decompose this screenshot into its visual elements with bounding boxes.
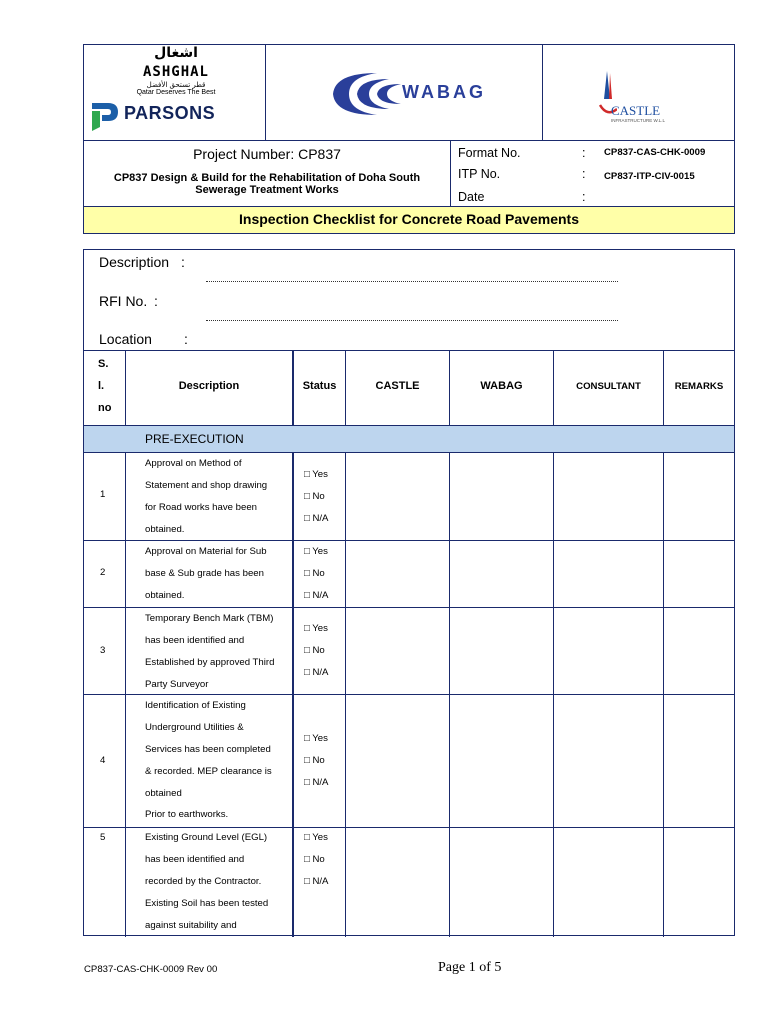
col-header-description: Description — [178, 380, 240, 392]
castle-wordmark: CASTLE — [611, 103, 661, 118]
date-label: Date — [458, 190, 485, 204]
row-description-line: Statement and shop drawing — [145, 480, 268, 491]
section-band — [84, 426, 734, 452]
row-description-line: obtained. — [145, 524, 185, 535]
row-number: 1 — [100, 489, 106, 500]
description-colon: : — [181, 254, 185, 270]
row-description-line: has been identified and — [145, 635, 245, 646]
itp-no-label: ITP No. — [458, 167, 501, 181]
itp-no-colon: : — [582, 167, 586, 181]
row-description-line: against suitability and — [145, 920, 237, 931]
row-number: 2 — [100, 567, 106, 578]
wabag-wordmark: WABAG — [402, 82, 486, 102]
status-option-no[interactable]: □ No — [304, 645, 325, 656]
status-option-na[interactable]: □ N/A — [304, 513, 329, 524]
row-description-line: obtained — [145, 788, 182, 799]
status-option-na[interactable]: □ N/A — [304, 590, 329, 601]
footer-page-number: Page 1 of 5 — [438, 960, 502, 975]
checklist-table — [83, 249, 735, 936]
col-header-remarks: REMARKS — [674, 381, 724, 392]
row-description-line: recorded by the Contractor. — [145, 876, 262, 887]
itp-no-value: CP837-ITP-CIV-0015 — [604, 171, 695, 182]
parsons-wordmark: PARSONS — [124, 103, 216, 123]
wabag-logo — [329, 69, 486, 124]
row-description-line: for Road works have been — [145, 502, 257, 513]
status-option-no[interactable]: □ No — [304, 854, 325, 865]
status-option-yes[interactable]: □ Yes — [304, 733, 328, 744]
row-description-line: Underground Utilities & — [145, 722, 244, 733]
checklist-title: Inspection Checklist for Concrete Road Pavements — [239, 211, 579, 227]
col-header-status: Status — [302, 380, 337, 392]
status-option-na[interactable]: □ N/A — [304, 876, 329, 887]
ashghal-logo-arabic-tagline: قطر تستحق الأفضل — [146, 81, 206, 89]
rfi-no-label: RFI No. — [99, 293, 148, 309]
col-header-wabag: WABAG — [480, 380, 523, 392]
col-header-consultant: CONSULTANT — [576, 381, 641, 392]
status-option-no[interactable]: □ No — [304, 491, 325, 502]
row-number: 3 — [100, 645, 106, 656]
col-header-castle: CASTLE — [375, 380, 420, 392]
castle-logo — [597, 69, 666, 126]
status-option-yes[interactable]: □ Yes — [304, 832, 328, 843]
row-description-line: Prior to earthworks. — [145, 809, 229, 820]
format-no-colon: : — [582, 146, 586, 160]
row-number: 4 — [100, 755, 106, 766]
location-label: Location — [99, 331, 152, 347]
project-title-line-1: CP837 Design & Build for the Rehabilitation of Doha South — [113, 172, 421, 184]
description-input-line[interactable] — [206, 281, 618, 282]
date-colon: : — [582, 190, 586, 204]
rfi-no-colon: : — [154, 293, 158, 309]
row-description-line: base & Sub grade has been — [145, 568, 264, 579]
status-option-na[interactable]: □ N/A — [304, 667, 329, 678]
row-description-line: Approval on Material for Sub — [145, 546, 267, 557]
status-option-yes[interactable]: □ Yes — [304, 546, 328, 557]
row-description-line: Temporary Bench Mark (TBM) — [145, 613, 274, 624]
row-description-line: has been identified and — [145, 854, 245, 865]
parsons-p-icon — [90, 97, 120, 131]
rfi-no-input-line[interactable] — [206, 320, 618, 321]
location-colon: : — [184, 331, 188, 347]
description-label: Description — [99, 254, 170, 270]
col-header-sl-3: no — [98, 402, 112, 414]
ashghal-logo-script: اشغال — [154, 45, 198, 61]
status-option-yes[interactable]: □ Yes — [304, 623, 328, 634]
status-option-no[interactable]: □ No — [304, 568, 325, 579]
section-title: PRE-EXECUTION — [145, 432, 244, 446]
footer-doc-ref: CP837-CAS-CHK-0009 Rev 00 — [84, 964, 218, 975]
parsons-logo — [90, 97, 216, 136]
project-number: Project Number: CP837 — [193, 146, 341, 162]
ashghal-logo-latin: ASHGHAL — [142, 64, 209, 80]
row-description-line: obtained. — [145, 590, 185, 601]
wabag-swoosh-icon — [329, 69, 409, 119]
row-description-line: Established by approved Third — [145, 657, 275, 668]
row-number: 5 — [100, 832, 106, 843]
row-description-line: Identification of Existing — [145, 700, 246, 711]
castle-subtitle: INFRASTRUCTURE W.L.L — [611, 118, 666, 123]
ashghal-logo — [120, 47, 232, 97]
row-description-line: Approval on Method of — [145, 458, 242, 469]
row-description-line: Services has been completed — [145, 744, 271, 755]
checklist-title-bar — [84, 207, 734, 233]
ashghal-tagline: Qatar Deserves The Best — [136, 89, 216, 96]
row-description-line: Existing Soil has been tested — [145, 898, 269, 909]
row-description-line: Party Surveyor — [145, 679, 209, 690]
format-no-value: CP837-CAS-CHK-0009 — [604, 147, 706, 158]
status-option-no[interactable]: □ No — [304, 755, 325, 766]
row-description-line: Existing Ground Level (EGL) — [145, 832, 268, 843]
row-description-line: & recorded. MEP clearance is — [145, 766, 272, 777]
header-block — [83, 44, 735, 234]
status-option-yes[interactable]: □ Yes — [304, 469, 328, 480]
format-no-label: Format No. — [458, 146, 521, 160]
col-header-sl-1: S. — [98, 358, 109, 370]
col-header-sl-2: l. — [98, 380, 105, 392]
status-option-na[interactable]: □ N/A — [304, 777, 329, 788]
project-title-line-2: Sewerage Treatment Works — [195, 184, 339, 196]
